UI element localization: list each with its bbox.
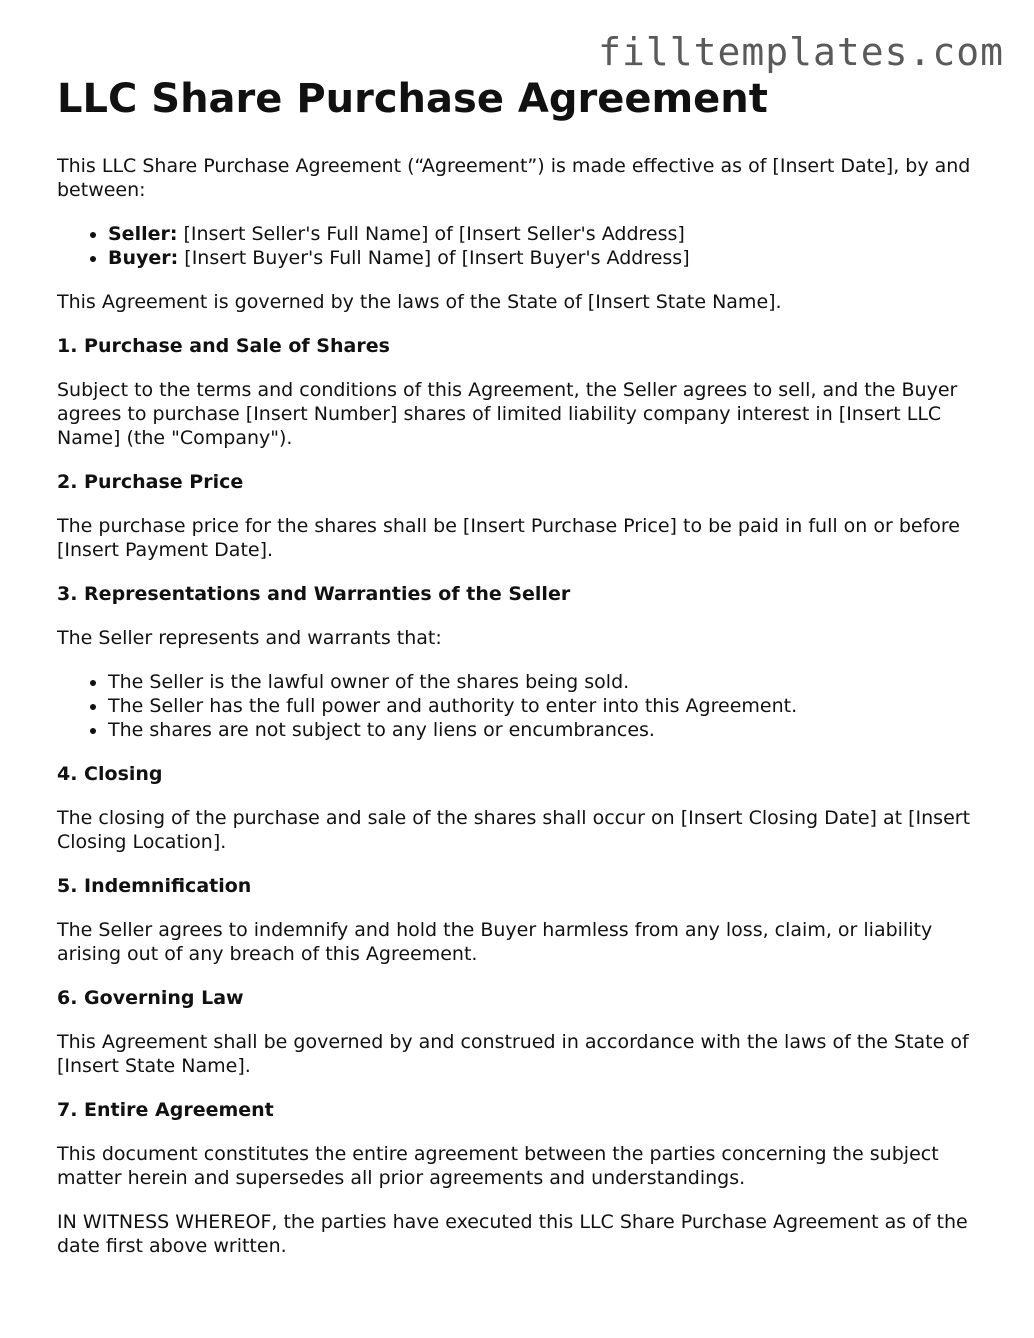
party-text-buyer: [Insert Buyer's Full Name] of [Insert Buyer's Address] bbox=[178, 247, 690, 269]
section-body-2: The purchase price for the shares shall be [Insert Purchase Price] to be paid in full on or before [Insert Payment Date]. bbox=[57, 515, 960, 561]
document-page bbox=[57, 0, 987, 1258]
section-body-6: This Agreement shall be governed by and construed in accordance with the laws of the State of [Insert State Name]. bbox=[57, 1031, 969, 1077]
section-heading-3: 3. Representations and Warranties of the Seller bbox=[57, 583, 571, 605]
list-item: The Seller is the lawful owner of the shares being sold. bbox=[108, 670, 987, 694]
section-heading-1: 1. Purchase and Sale of Shares bbox=[57, 335, 390, 357]
section-heading-6: 6. Governing Law bbox=[57, 987, 244, 1009]
section-heading-7: 7. Entire Agreement bbox=[57, 1099, 274, 1121]
party-text-seller: [Insert Seller's Full Name] of [Insert Seller's Address] bbox=[177, 223, 685, 245]
section-body-1: Subject to the terms and conditions of this Agreement, the Seller agrees to sell, and the Buyer agrees to purchase [Insert Number] shares of limited liability company interest in [Insert LLC Name] (the "Company"). bbox=[57, 379, 958, 449]
warranties-list bbox=[57, 670, 987, 742]
section-body-4: The closing of the purchase and sale of the shares shall occur on [Insert Closing Date] at [Insert Closing Location]. bbox=[57, 807, 971, 853]
section-body-3: The Seller represents and warrants that: bbox=[57, 627, 442, 649]
party-label-buyer: Buyer: bbox=[108, 247, 179, 269]
document-title: LLC Share Purchase Agreement bbox=[57, 76, 768, 122]
section-body-7: This document constitutes the entire agreement between the parties concerning the subject matter herein and supersedes all prior agreements and understandings. bbox=[57, 1143, 939, 1189]
parties-list bbox=[57, 222, 987, 270]
section-body-5: The Seller agrees to indemnify and hold the Buyer harmless from any loss, claim, or liability arising out of any breach of this Agreement. bbox=[57, 919, 933, 965]
section-heading-2: 2. Purchase Price bbox=[57, 471, 244, 493]
list-item: The Seller has the full power and authority to enter into this Agreement. bbox=[108, 694, 987, 718]
governed-paragraph: This Agreement is governed by the laws of the State of [Insert State Name]. bbox=[57, 291, 782, 313]
intro-paragraph: This LLC Share Purchase Agreement (“Agreement”) is made effective as of [Insert Date], by and between: bbox=[57, 155, 971, 201]
list-item: The shares are not subject to any liens or encumbrances. bbox=[108, 718, 987, 742]
section-heading-5: 5. Indemnification bbox=[57, 875, 252, 897]
list-item bbox=[108, 246, 987, 270]
party-label-seller: Seller: bbox=[108, 223, 178, 245]
witness-paragraph: IN WITNESS WHEREOF, the parties have executed this LLC Share Purchase Agreement as of the date first above written. bbox=[57, 1211, 968, 1257]
list-item bbox=[108, 222, 987, 246]
section-heading-4: 4. Closing bbox=[57, 763, 163, 785]
site-watermark: filltemplates.com bbox=[598, 30, 1004, 74]
